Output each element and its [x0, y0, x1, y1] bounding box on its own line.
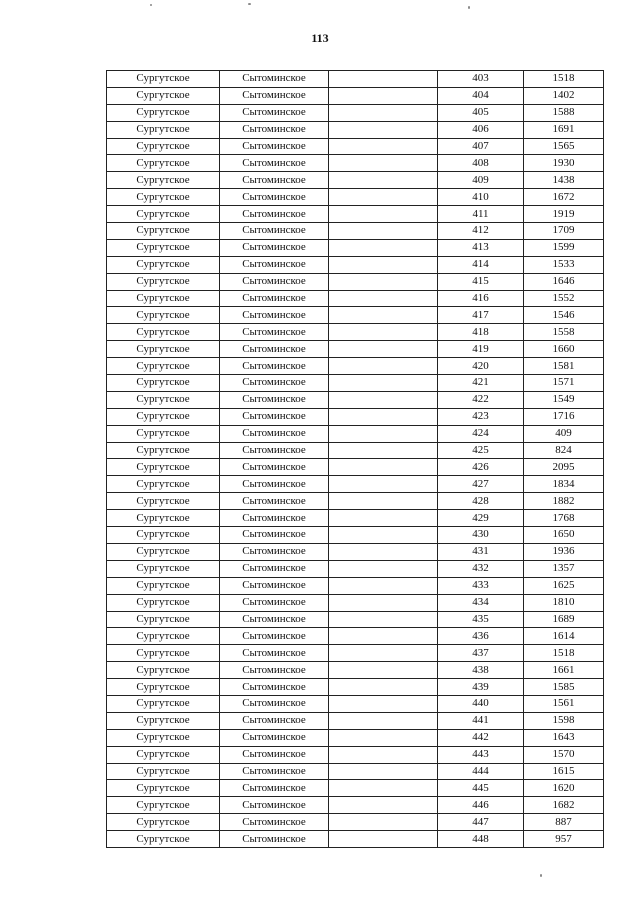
- value-cell: 1689: [524, 611, 604, 628]
- field-cell: Сытоминское: [220, 493, 329, 510]
- table-row: [107, 155, 604, 172]
- field-cell: Сытоминское: [220, 729, 329, 746]
- value-cell: 1646: [524, 273, 604, 290]
- region-cell: Сургутское: [107, 695, 220, 712]
- table-row: [107, 459, 604, 476]
- region-cell: Сургутское: [107, 763, 220, 780]
- empty-cell: [329, 746, 438, 763]
- table-row: [107, 391, 604, 408]
- value-cell: 1716: [524, 408, 604, 425]
- table-row: [107, 645, 604, 662]
- field-cell: Сытоминское: [220, 206, 329, 223]
- empty-cell: [329, 408, 438, 425]
- region-cell: Сургутское: [107, 87, 220, 104]
- number-cell: 423: [438, 408, 524, 425]
- number-cell: 414: [438, 256, 524, 273]
- value-cell: 1834: [524, 476, 604, 493]
- empty-cell: [329, 206, 438, 223]
- field-cell: Сытоминское: [220, 239, 329, 256]
- field-cell: Сытоминское: [220, 476, 329, 493]
- value-cell: 1620: [524, 780, 604, 797]
- number-cell: 433: [438, 577, 524, 594]
- region-cell: Сургутское: [107, 797, 220, 814]
- empty-cell: [329, 476, 438, 493]
- region-cell: Сургутское: [107, 476, 220, 493]
- field-cell: Сытоминское: [220, 459, 329, 476]
- field-cell: Сытоминское: [220, 594, 329, 611]
- value-cell: 824: [524, 442, 604, 459]
- field-cell: Сытоминское: [220, 425, 329, 442]
- value-cell: 1661: [524, 662, 604, 679]
- number-cell: 439: [438, 679, 524, 696]
- table-row: [107, 510, 604, 527]
- table-row: [107, 442, 604, 459]
- empty-cell: [329, 628, 438, 645]
- table-row: [107, 256, 604, 273]
- region-cell: Сургутское: [107, 239, 220, 256]
- field-cell: Сытоминское: [220, 527, 329, 544]
- region-cell: Сургутское: [107, 155, 220, 172]
- field-cell: Сытоминское: [220, 408, 329, 425]
- number-cell: 443: [438, 746, 524, 763]
- field-cell: Сытоминское: [220, 324, 329, 341]
- table-row: [107, 290, 604, 307]
- number-cell: 435: [438, 611, 524, 628]
- field-cell: Сытоминское: [220, 172, 329, 189]
- scan-speck: [468, 6, 470, 9]
- value-cell: 1614: [524, 628, 604, 645]
- region-cell: Сургутское: [107, 408, 220, 425]
- value-cell: 2095: [524, 459, 604, 476]
- region-cell: Сургутское: [107, 273, 220, 290]
- table-row: [107, 695, 604, 712]
- empty-cell: [329, 256, 438, 273]
- table-row: [107, 831, 604, 848]
- empty-cell: [329, 71, 438, 88]
- empty-cell: [329, 442, 438, 459]
- region-cell: Сургутское: [107, 459, 220, 476]
- number-cell: 436: [438, 628, 524, 645]
- value-cell: 1691: [524, 121, 604, 138]
- empty-cell: [329, 543, 438, 560]
- empty-cell: [329, 189, 438, 206]
- region-cell: Сургутское: [107, 104, 220, 121]
- table-row: [107, 679, 604, 696]
- value-cell: 1518: [524, 645, 604, 662]
- empty-cell: [329, 87, 438, 104]
- table-row: [107, 87, 604, 104]
- region-cell: Сургутское: [107, 577, 220, 594]
- field-cell: Сытоминское: [220, 104, 329, 121]
- empty-cell: [329, 831, 438, 848]
- empty-cell: [329, 527, 438, 544]
- table-row: [107, 375, 604, 392]
- number-cell: 442: [438, 729, 524, 746]
- number-cell: 441: [438, 712, 524, 729]
- field-cell: Сытоминское: [220, 577, 329, 594]
- value-cell: 1565: [524, 138, 604, 155]
- empty-cell: [329, 155, 438, 172]
- number-cell: 447: [438, 814, 524, 831]
- table-row: [107, 71, 604, 88]
- value-cell: 1672: [524, 189, 604, 206]
- field-cell: Сытоминское: [220, 695, 329, 712]
- number-cell: 448: [438, 831, 524, 848]
- value-cell: 1533: [524, 256, 604, 273]
- region-cell: Сургутское: [107, 831, 220, 848]
- region-cell: Сургутское: [107, 375, 220, 392]
- table-row: [107, 493, 604, 510]
- empty-cell: [329, 324, 438, 341]
- empty-cell: [329, 679, 438, 696]
- empty-cell: [329, 425, 438, 442]
- number-cell: 430: [438, 527, 524, 544]
- table-row: [107, 797, 604, 814]
- empty-cell: [329, 493, 438, 510]
- field-cell: Сытоминское: [220, 712, 329, 729]
- region-cell: Сургутское: [107, 628, 220, 645]
- field-cell: Сытоминское: [220, 628, 329, 645]
- region-cell: Сургутское: [107, 780, 220, 797]
- empty-cell: [329, 611, 438, 628]
- empty-cell: [329, 577, 438, 594]
- table-row: [107, 476, 604, 493]
- region-cell: Сургутское: [107, 729, 220, 746]
- table-row: [107, 121, 604, 138]
- empty-cell: [329, 662, 438, 679]
- table-row: [107, 594, 604, 611]
- table-row: [107, 206, 604, 223]
- table-row: [107, 172, 604, 189]
- value-cell: 1625: [524, 577, 604, 594]
- field-cell: Сытоминское: [220, 763, 329, 780]
- field-cell: Сытоминское: [220, 87, 329, 104]
- region-cell: Сургутское: [107, 814, 220, 831]
- value-cell: 1558: [524, 324, 604, 341]
- region-cell: Сургутское: [107, 560, 220, 577]
- region-cell: Сургутское: [107, 645, 220, 662]
- field-cell: Сытоминское: [220, 543, 329, 560]
- field-cell: Сытоминское: [220, 358, 329, 375]
- value-cell: 1571: [524, 375, 604, 392]
- scan-speck: [150, 4, 152, 6]
- field-cell: Сытоминское: [220, 138, 329, 155]
- field-cell: Сытоминское: [220, 814, 329, 831]
- empty-cell: [329, 290, 438, 307]
- region-cell: Сургутское: [107, 189, 220, 206]
- number-cell: 429: [438, 510, 524, 527]
- region-cell: Сургутское: [107, 493, 220, 510]
- region-cell: Сургутское: [107, 594, 220, 611]
- number-cell: 409: [438, 172, 524, 189]
- table-row: [107, 763, 604, 780]
- empty-cell: [329, 645, 438, 662]
- empty-cell: [329, 239, 438, 256]
- value-cell: 1561: [524, 695, 604, 712]
- scan-speck: [248, 3, 251, 5]
- number-cell: 444: [438, 763, 524, 780]
- region-cell: Сургутское: [107, 341, 220, 358]
- field-cell: Сытоминское: [220, 746, 329, 763]
- data-table-container: [106, 70, 604, 848]
- value-cell: 1357: [524, 560, 604, 577]
- table-row: [107, 223, 604, 240]
- value-cell: 1585: [524, 679, 604, 696]
- region-cell: Сургутское: [107, 324, 220, 341]
- field-cell: Сытоминское: [220, 662, 329, 679]
- field-cell: Сытоминское: [220, 510, 329, 527]
- table-row: [107, 104, 604, 121]
- empty-cell: [329, 560, 438, 577]
- number-cell: 407: [438, 138, 524, 155]
- empty-cell: [329, 780, 438, 797]
- value-cell: 1768: [524, 510, 604, 527]
- field-cell: Сытоминское: [220, 611, 329, 628]
- field-cell: Сытоминское: [220, 645, 329, 662]
- value-cell: 1682: [524, 797, 604, 814]
- number-cell: 404: [438, 87, 524, 104]
- number-cell: 428: [438, 493, 524, 510]
- field-cell: Сытоминское: [220, 290, 329, 307]
- table-row: [107, 189, 604, 206]
- table-row: [107, 543, 604, 560]
- value-cell: 1599: [524, 239, 604, 256]
- field-cell: Сытоминское: [220, 341, 329, 358]
- value-cell: 1810: [524, 594, 604, 611]
- field-cell: Сытоминское: [220, 273, 329, 290]
- table-row: [107, 324, 604, 341]
- region-cell: Сургутское: [107, 391, 220, 408]
- value-cell: 887: [524, 814, 604, 831]
- region-cell: Сургутское: [107, 256, 220, 273]
- number-cell: 403: [438, 71, 524, 88]
- field-cell: Сытоминское: [220, 442, 329, 459]
- table-row: [107, 712, 604, 729]
- empty-cell: [329, 273, 438, 290]
- table-row: [107, 425, 604, 442]
- field-cell: Сытоминское: [220, 391, 329, 408]
- data-table: [106, 70, 604, 848]
- value-cell: 1709: [524, 223, 604, 240]
- field-cell: Сытоминское: [220, 189, 329, 206]
- table-row: [107, 729, 604, 746]
- number-cell: 405: [438, 104, 524, 121]
- region-cell: Сургутское: [107, 510, 220, 527]
- number-cell: 425: [438, 442, 524, 459]
- field-cell: Сытоминское: [220, 560, 329, 577]
- region-cell: Сургутское: [107, 712, 220, 729]
- empty-cell: [329, 121, 438, 138]
- page-number: 113: [311, 31, 329, 45]
- empty-cell: [329, 307, 438, 324]
- table-row: [107, 239, 604, 256]
- field-cell: Сытоминское: [220, 256, 329, 273]
- number-cell: 431: [438, 543, 524, 560]
- empty-cell: [329, 172, 438, 189]
- empty-cell: [329, 104, 438, 121]
- region-cell: Сургутское: [107, 121, 220, 138]
- table-row: [107, 408, 604, 425]
- table-row: [107, 273, 604, 290]
- value-cell: 1552: [524, 290, 604, 307]
- value-cell: 409: [524, 425, 604, 442]
- empty-cell: [329, 138, 438, 155]
- value-cell: 1570: [524, 746, 604, 763]
- empty-cell: [329, 712, 438, 729]
- field-cell: Сытоминское: [220, 155, 329, 172]
- number-cell: 426: [438, 459, 524, 476]
- number-cell: 424: [438, 425, 524, 442]
- table-row: [107, 611, 604, 628]
- table-row: [107, 560, 604, 577]
- value-cell: 1936: [524, 543, 604, 560]
- number-cell: 437: [438, 645, 524, 662]
- empty-cell: [329, 358, 438, 375]
- region-cell: Сургутское: [107, 611, 220, 628]
- region-cell: Сургутское: [107, 527, 220, 544]
- table-row: [107, 577, 604, 594]
- number-cell: 418: [438, 324, 524, 341]
- field-cell: Сытоминское: [220, 780, 329, 797]
- value-cell: 1546: [524, 307, 604, 324]
- empty-cell: [329, 729, 438, 746]
- empty-cell: [329, 797, 438, 814]
- number-cell: 445: [438, 780, 524, 797]
- value-cell: 1660: [524, 341, 604, 358]
- number-cell: 440: [438, 695, 524, 712]
- number-cell: 438: [438, 662, 524, 679]
- empty-cell: [329, 223, 438, 240]
- value-cell: 1581: [524, 358, 604, 375]
- empty-cell: [329, 814, 438, 831]
- number-cell: 406: [438, 121, 524, 138]
- field-cell: Сытоминское: [220, 831, 329, 848]
- region-cell: Сургутское: [107, 425, 220, 442]
- value-cell: 1598: [524, 712, 604, 729]
- number-cell: 408: [438, 155, 524, 172]
- table-row: [107, 358, 604, 375]
- region-cell: Сургутское: [107, 746, 220, 763]
- region-cell: Сургутское: [107, 442, 220, 459]
- table-row: [107, 746, 604, 763]
- region-cell: Сургутское: [107, 358, 220, 375]
- value-cell: 1549: [524, 391, 604, 408]
- number-cell: 410: [438, 189, 524, 206]
- table-row: [107, 138, 604, 155]
- table-row: [107, 527, 604, 544]
- value-cell: 1882: [524, 493, 604, 510]
- scan-speck: [540, 874, 542, 877]
- empty-cell: [329, 763, 438, 780]
- region-cell: Сургутское: [107, 206, 220, 223]
- empty-cell: [329, 459, 438, 476]
- region-cell: Сургутское: [107, 290, 220, 307]
- value-cell: 1438: [524, 172, 604, 189]
- number-cell: 417: [438, 307, 524, 324]
- empty-cell: [329, 391, 438, 408]
- number-cell: 416: [438, 290, 524, 307]
- field-cell: Сытоминское: [220, 223, 329, 240]
- number-cell: 434: [438, 594, 524, 611]
- table-row: [107, 341, 604, 358]
- table-row: [107, 814, 604, 831]
- value-cell: 1919: [524, 206, 604, 223]
- value-cell: 1643: [524, 729, 604, 746]
- number-cell: 432: [438, 560, 524, 577]
- empty-cell: [329, 375, 438, 392]
- region-cell: Сургутское: [107, 71, 220, 88]
- table-row: [107, 780, 604, 797]
- value-cell: 1930: [524, 155, 604, 172]
- number-cell: 446: [438, 797, 524, 814]
- number-cell: 421: [438, 375, 524, 392]
- region-cell: Сургутское: [107, 223, 220, 240]
- region-cell: Сургутское: [107, 679, 220, 696]
- value-cell: 1588: [524, 104, 604, 121]
- empty-cell: [329, 594, 438, 611]
- number-cell: 415: [438, 273, 524, 290]
- region-cell: Сургутское: [107, 307, 220, 324]
- field-cell: Сытоминское: [220, 71, 329, 88]
- field-cell: Сытоминское: [220, 121, 329, 138]
- number-cell: 419: [438, 341, 524, 358]
- value-cell: 1518: [524, 71, 604, 88]
- empty-cell: [329, 341, 438, 358]
- number-cell: 412: [438, 223, 524, 240]
- region-cell: Сургутское: [107, 662, 220, 679]
- number-cell: 427: [438, 476, 524, 493]
- number-cell: 422: [438, 391, 524, 408]
- value-cell: 1650: [524, 527, 604, 544]
- field-cell: Сытоминское: [220, 679, 329, 696]
- number-cell: 413: [438, 239, 524, 256]
- table-body: [107, 71, 604, 848]
- field-cell: Сытоминское: [220, 307, 329, 324]
- region-cell: Сургутское: [107, 172, 220, 189]
- value-cell: 1615: [524, 763, 604, 780]
- table-row: [107, 307, 604, 324]
- empty-cell: [329, 695, 438, 712]
- value-cell: 957: [524, 831, 604, 848]
- region-cell: Сургутское: [107, 138, 220, 155]
- table-row: [107, 662, 604, 679]
- field-cell: Сытоминское: [220, 797, 329, 814]
- table-row: [107, 628, 604, 645]
- region-cell: Сургутское: [107, 543, 220, 560]
- field-cell: Сытоминское: [220, 375, 329, 392]
- value-cell: 1402: [524, 87, 604, 104]
- number-cell: 420: [438, 358, 524, 375]
- number-cell: 411: [438, 206, 524, 223]
- empty-cell: [329, 510, 438, 527]
